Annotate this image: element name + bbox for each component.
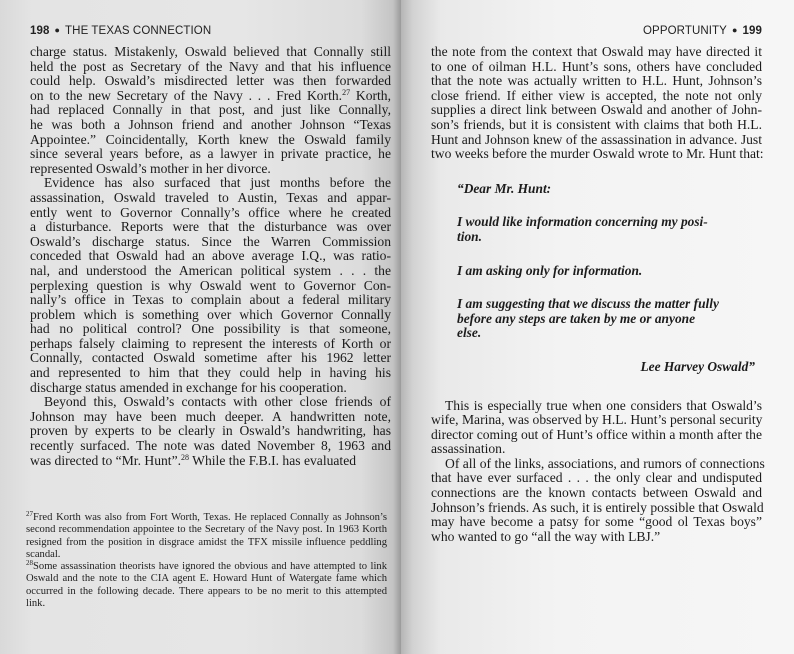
text-line: had replaced Connally in that post, and just like Connally,	[30, 102, 391, 118]
footnote-text: Some assassination theorists have ignored the obvious and have attempted to link Oswald and the note to the CIA agent E. Howard Hunt of Watergate fame which occurred in the following decade. There appears to be no merit to this attempted link.	[26, 561, 387, 610]
letter-signature: Lee Harvey Oswald”	[640, 358, 755, 374]
text-line: supplies a direct link between Oswald and another of John-	[431, 102, 762, 118]
text-line: may have become a patsy for some “good ol Texas boys”	[431, 514, 762, 530]
footnote-number: 28	[26, 559, 33, 568]
running-title: THE TEXAS CONNECTION	[65, 25, 212, 37]
footnote-ref-28[interactable]: 28	[181, 452, 189, 462]
footnote-27	[26, 512, 387, 561]
text-line: could help. Oswald’s misdirected letter was then forwarded	[30, 73, 391, 89]
text-segment: on to the new Secretary of the Navy . . . Fred Korth.	[30, 87, 343, 103]
text-line: that have ever surfaced . . . the only clear and undisputed	[431, 470, 762, 486]
text-line: who wanted to go “all the way with LBJ.”	[431, 528, 661, 544]
letter-salutation: “Dear Mr. Hunt:	[457, 180, 552, 196]
letter-line: I am asking only for information.	[457, 262, 643, 278]
page-number: 199	[742, 25, 762, 37]
footnotes	[26, 512, 387, 610]
paragraph	[431, 399, 762, 457]
left-running-head	[30, 22, 391, 40]
text-line: perplexing question is why Oswald went to Governor Con-	[30, 277, 391, 293]
text-line: ently went to Governor Connally’s office where he created	[30, 204, 391, 220]
text-line: a disturbance. Reports were that the disturbance was over	[30, 219, 391, 235]
quoted-letter	[457, 180, 755, 375]
text-line: and represented to him that they could help in having his	[30, 365, 391, 381]
paragraph	[30, 45, 391, 176]
footnote-text: Fred Korth was also from Fort Worth, Texas. He replaced Connally as Johnson’s second recommendation appointee to the Secretary of the Navy post. In 1963 Korth resigned from the position in disgrace amidst the TFX missile influence peddling scandal.	[26, 512, 387, 560]
left-body-text	[30, 45, 391, 468]
text-line: had no political control? One possibility is that someone,	[30, 321, 391, 337]
text-line: held the post as Secretary of the Navy and that his influence	[30, 58, 391, 74]
text-line: This is especially true when one considers that Oswald’s	[445, 397, 762, 413]
paragraph	[30, 176, 391, 395]
text-line: Appointee.” Coincidentally, Korth knew the Oswald family	[30, 131, 391, 147]
text-segment: While the F.B.I. has evaluated	[189, 452, 357, 468]
text-line: since several years before, as a lawyer in private practice, he	[30, 146, 391, 162]
text-line: nal, and understood the American political system . . . the	[30, 262, 391, 278]
text-line: Of all of the links, associations, and rumors of connections	[445, 455, 765, 471]
letter-line: tion.	[457, 228, 482, 244]
letter-line: I would like information concerning my posi-	[457, 214, 708, 230]
text-line: that the note was actually written to H.L. Hunt, Johnson’s	[431, 73, 762, 89]
text-line: two weeks before the murder Oswald wrote to Mr. Hunt that:	[431, 146, 764, 162]
text-segment: was directed to “Mr. Hunt”.	[30, 452, 181, 468]
text-line: to one of oilman H.L. Hunt’s sons, others have concluded	[431, 58, 762, 74]
text-line: he was both a Johnson friend and another Johnson “Texas	[30, 116, 391, 132]
right-body-text	[431, 45, 762, 162]
text-line: Connally, contacted Oswald sometime after his 1962 letter	[30, 350, 391, 366]
text-line: son’s friends, but it is consistent with claims that both H.L.	[431, 116, 762, 132]
text-line: recently surfaced. The note was dated November 8, 1963 and	[30, 438, 391, 454]
letter-paragraph	[457, 215, 727, 244]
paragraph	[30, 395, 391, 468]
text-line	[30, 89, 391, 104]
text-line: charge status. Mistakenly, Oswald believed that Connally still	[30, 44, 391, 59]
footnote-28	[26, 561, 387, 610]
text-line: represented Oswald’s mother in her divorce.	[30, 160, 271, 176]
text-line: Johnson’s friends. As such, it is entirely possible that Oswald	[431, 499, 764, 515]
text-line: nally’s office in Texas to complain about a federal military	[30, 292, 391, 308]
text-line: assassination, Oswald traveled to Austin, Texas and appar-	[30, 189, 391, 205]
running-title: OPPORTUNITY	[643, 25, 727, 37]
right-running-head	[431, 22, 762, 40]
footnote-number: 27	[26, 510, 33, 518]
text-line: close friend. If either view is accepted, the note not only	[431, 87, 762, 103]
text-line: perhaps falsely claiming to represent the interests of Korth or	[30, 335, 391, 351]
text-line: problem which is something over which Governor Connally	[30, 306, 391, 322]
text-line: wife, Marina, was observed by H.L. Hunt’s personal security	[431, 412, 763, 428]
letter-line: else.	[457, 325, 482, 341]
text-segment: Korth,	[350, 87, 391, 103]
text-line: the note from the context that Oswald may have directed it	[431, 44, 762, 59]
bullet-icon: ●	[731, 25, 738, 35]
text-line: conceded that Oswald had an above average I.Q., was ratio-	[30, 248, 391, 264]
text-line: Hunt and Johnson knew of the assassination in advance. Just	[431, 131, 762, 147]
letter-paragraph	[457, 297, 727, 341]
text-line: connections are the known contacts between Oswald and	[431, 485, 762, 501]
text-line: Beyond this, Oswald’s contacts with other close friends of	[44, 394, 391, 410]
text-line: Oswald’s discharge status. Since the Warren Commission	[30, 233, 391, 249]
text-line: discharge status amended in exchange for his cooperation.	[30, 379, 347, 395]
text-line	[30, 454, 391, 469]
right-page	[401, 0, 794, 654]
footnote-ref-27[interactable]: 27	[342, 87, 351, 97]
paragraph	[431, 455, 765, 545]
right-body-text-continued	[431, 397, 765, 545]
letter-line: I am suggesting that we discuss the matter fully	[457, 296, 719, 312]
text-line: Evidence has also surfaced that just months before the	[44, 175, 391, 191]
paragraph	[431, 45, 762, 162]
letter-line: before any steps are taken by me or anyone	[457, 310, 696, 326]
letter-paragraph	[457, 264, 727, 279]
bullet-icon: ●	[54, 25, 61, 35]
text-line: proven by experts to be clearly in Oswald’s handwriting, has	[30, 423, 391, 439]
text-line: director coming out of Hunt’s office within a month after the	[431, 426, 762, 442]
text-line: assassination.	[431, 441, 506, 457]
text-line: Johnson may have been much deeper. A handwritten note,	[30, 408, 391, 424]
page-number: 198	[30, 25, 50, 37]
